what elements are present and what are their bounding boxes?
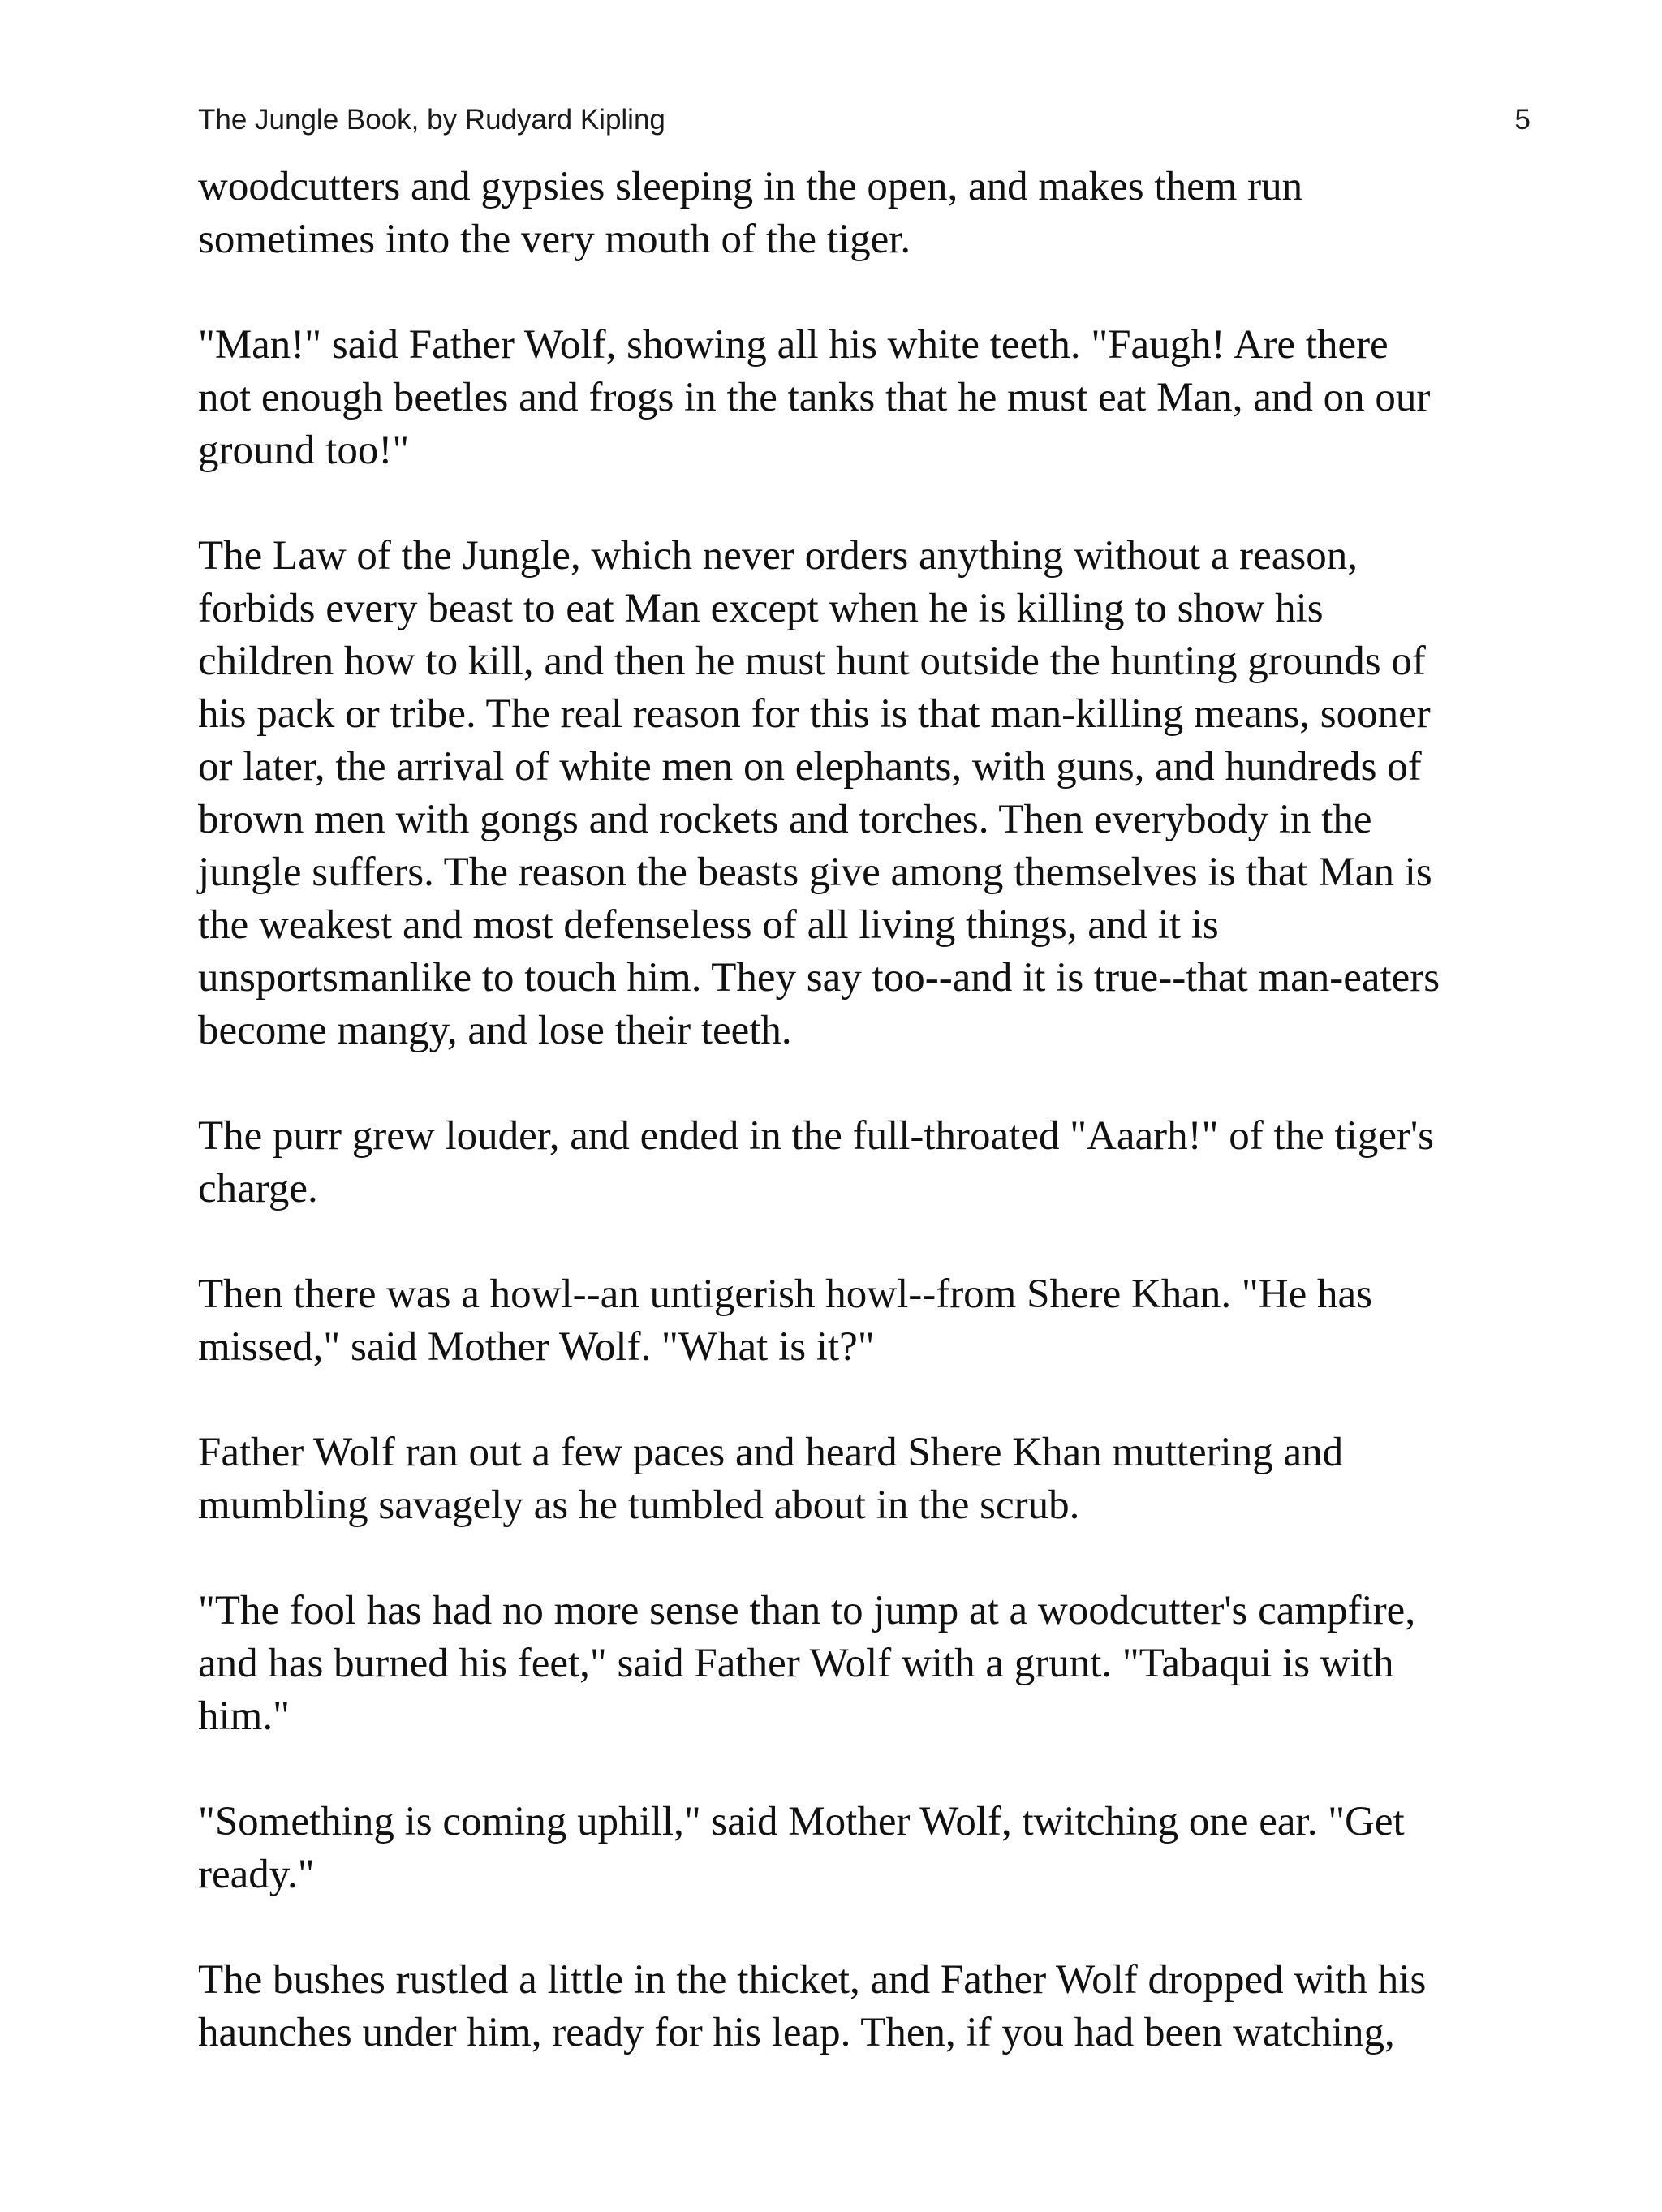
text-line: Father Wolf ran out a few paces and heard Shere Khan muttering and (198, 1430, 1344, 1475)
paragraph-5 (198, 1268, 1545, 1374)
running-title: The Jungle Book, by Rudyard Kipling (198, 104, 665, 136)
body-text (198, 161, 1545, 2112)
text-line: The purr grew louder, and ended in the full-throated "Aaarh!" of the tiger's (198, 1113, 1434, 1159)
text-line: forbids every beast to eat Man except when he is killing to show his (198, 586, 1324, 631)
paragraph-4 (198, 1110, 1545, 1216)
text-line: The Law of the Jungle, which never orders anything without a reason, (198, 533, 1358, 579)
text-line: mumbling savagely as he tumbled about in the scrub. (198, 1483, 1080, 1528)
paragraph-9 (198, 1954, 1545, 2059)
text-line: haunches under him, ready for his leap. Then, if you had been watching, (198, 2010, 1395, 2055)
text-line: or later, the arrival of white men on elephants, with guns, and hundreds of (198, 744, 1422, 790)
text-line: sometimes into the very mouth of the tiger. (198, 217, 911, 262)
text-line: ready." (198, 1852, 315, 1897)
text-line: jungle suffers. The reason the beasts give among themselves is that Man is (198, 850, 1432, 895)
text-line: The bushes rustled a little in the thicket, and Father Wolf dropped with his (198, 1957, 1427, 2003)
paragraph-6 (198, 1427, 1545, 1532)
text-line: ground too!" (198, 428, 410, 473)
paragraph-3 (198, 530, 1545, 1057)
text-line: Then there was a howl--an untigerish howl--from Shere Khan. "He has (198, 1272, 1372, 1317)
paragraph-2 (198, 319, 1545, 477)
paragraph-8 (198, 1796, 1545, 1901)
text-line: not enough beetles and frogs in the tanks that he must eat Man, and on our (198, 375, 1431, 420)
text-line: missed," said Mother Wolf. "What is it?" (198, 1324, 875, 1370)
running-header (198, 101, 1531, 140)
text-line: brown men with gongs and rockets and torches. Then everybody in the (198, 797, 1372, 842)
text-line: woodcutters and gypsies sleeping in the open, and makes them run (198, 164, 1303, 209)
text-line: "Something is coming uphill," said Mother Wolf, twitching one ear. "Get (198, 1799, 1405, 1844)
text-line: become mangy, and lose their teeth. (198, 1008, 792, 1053)
text-line: "Man!" said Father Wolf, showing all his white teeth. "Faugh! Are there (198, 322, 1389, 368)
text-line: unsportsmanlike to touch him. They say too--and it is true--that man-eaters (198, 955, 1440, 1001)
text-line: charge. (198, 1166, 318, 1211)
page-number: 5 (1514, 104, 1531, 136)
text-line: his pack or tribe. The real reason for this is that man-killing means, sooner (198, 691, 1431, 737)
text-line: him." (198, 1693, 290, 1739)
text-line: children how to kill, and then he must hunt outside the hunting grounds of (198, 639, 1426, 684)
paragraph-7 (198, 1585, 1545, 1743)
text-line: "The fool has had no more sense than to jump at a woodcutter's campfire, (198, 1588, 1416, 1633)
paragraph-1 (198, 161, 1545, 266)
text-line: the weakest and most defenseless of all living things, and it is (198, 902, 1219, 948)
text-line: and has burned his feet," said Father Wolf with a grunt. "Tabaqui is with (198, 1641, 1394, 1686)
